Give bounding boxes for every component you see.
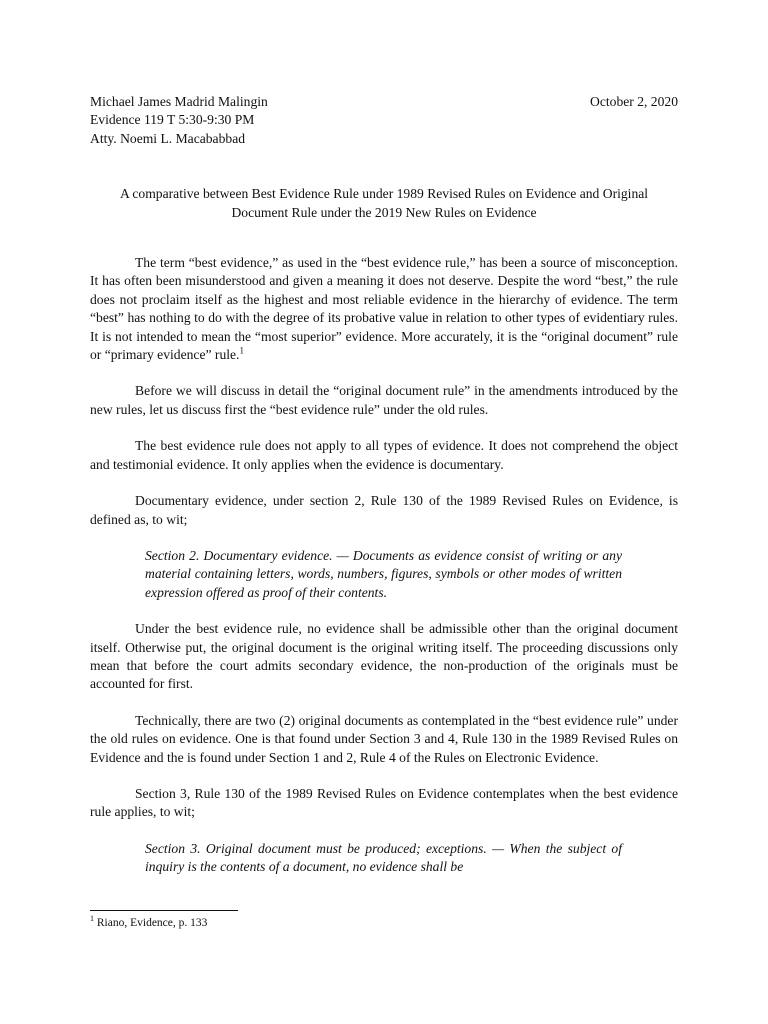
footnote [90, 916, 207, 930]
paragraph-3: The best evidence rule does not apply to all types of evidence. It does not comprehend the object and testimonial evidence. It only applies when the evidence is documentary. [90, 438, 678, 472]
quote-section-2: Section 2. Documentary evidence. — Documents as evidence consist of writing or any material containing letters, words, numbers, figures, symbols or other modes of written expression offered as proof of their contents. [145, 547, 622, 600]
document-title: A comparative between Best Evidence Rule under 1989 Revised Rules on Evidence and Original Document Rule under the 2019 New Rules on Evidence [119, 186, 649, 220]
document-date: October 2, 2020 [590, 94, 678, 109]
paragraph-1 [90, 254, 678, 364]
author-name: Michael James Madrid Malingin [90, 94, 268, 109]
header-author-row [90, 93, 678, 111]
footnote-text: Riano, Evidence, p. 133 [96, 917, 208, 929]
footnote-marker: 1 [90, 914, 94, 924]
paragraph-1-text: The term “best evidence,” as used in the “best evidence rule,” has been a source of misconception. It has often been misunderstood and given a meaning it does not deserve. Despite the word “best,” the rule does not proclaim itself as the highest and most reliable evidence in the hierarchy of evidence. The term “best” has nothing to do with the degree of its probative value in relation to other types of evidentiary rules. It is not intended to mean the “most superior” evidence. More accurately, it is the “original document” rule or “primary evidence” rule. [90, 255, 678, 363]
quote-section-3: Section 3. Original document must be produced; exceptions. — When the subject of inquiry is the contents of a document, no evidence shall be [145, 840, 622, 875]
instructor-line: Atty. Noemi L. Macababbad [90, 130, 246, 146]
paragraph-5: Under the best evidence rule, no evidence shall be admissible other than the original document itself. Otherwise put, the original document is the original writing itself. The proceeding discussions only mean that before the court admits secondary evidence, the non-production of the originals must be accounted for first. [90, 621, 678, 692]
document-body [90, 93, 678, 877]
course-line: Evidence 119 T 5:30-9:30 PM [90, 112, 255, 128]
footnote-reference: 1 [239, 345, 244, 356]
paragraph-7: Section 3, Rule 130 of the 1989 Revised Rules on Evidence contemplates when the best evidence rule applies, to wit; [90, 785, 678, 820]
paragraph-6: Technically, there are two (2) original documents as contemplated in the “best evidence rule” under the old rules on evidence. One is that found under Section 3 and 4, Rule 130 in the 1989 Revised Rules on Evidence and the is found under Section 1 and 2, Rule 4 of the Rules on Electronic Evidence. [90, 712, 678, 765]
paragraph-4: Documentary evidence, under section 2, Rule 130 of the 1989 Revised Rules on Evidence, is defined as, to wit; [90, 493, 678, 527]
paragraph-2: Before we will discuss in detail the “original document rule” in the amendments introduced by the new rules, let us discuss first the “best evidence rule” under the old rules. [90, 383, 678, 417]
footnote-divider [90, 910, 238, 911]
